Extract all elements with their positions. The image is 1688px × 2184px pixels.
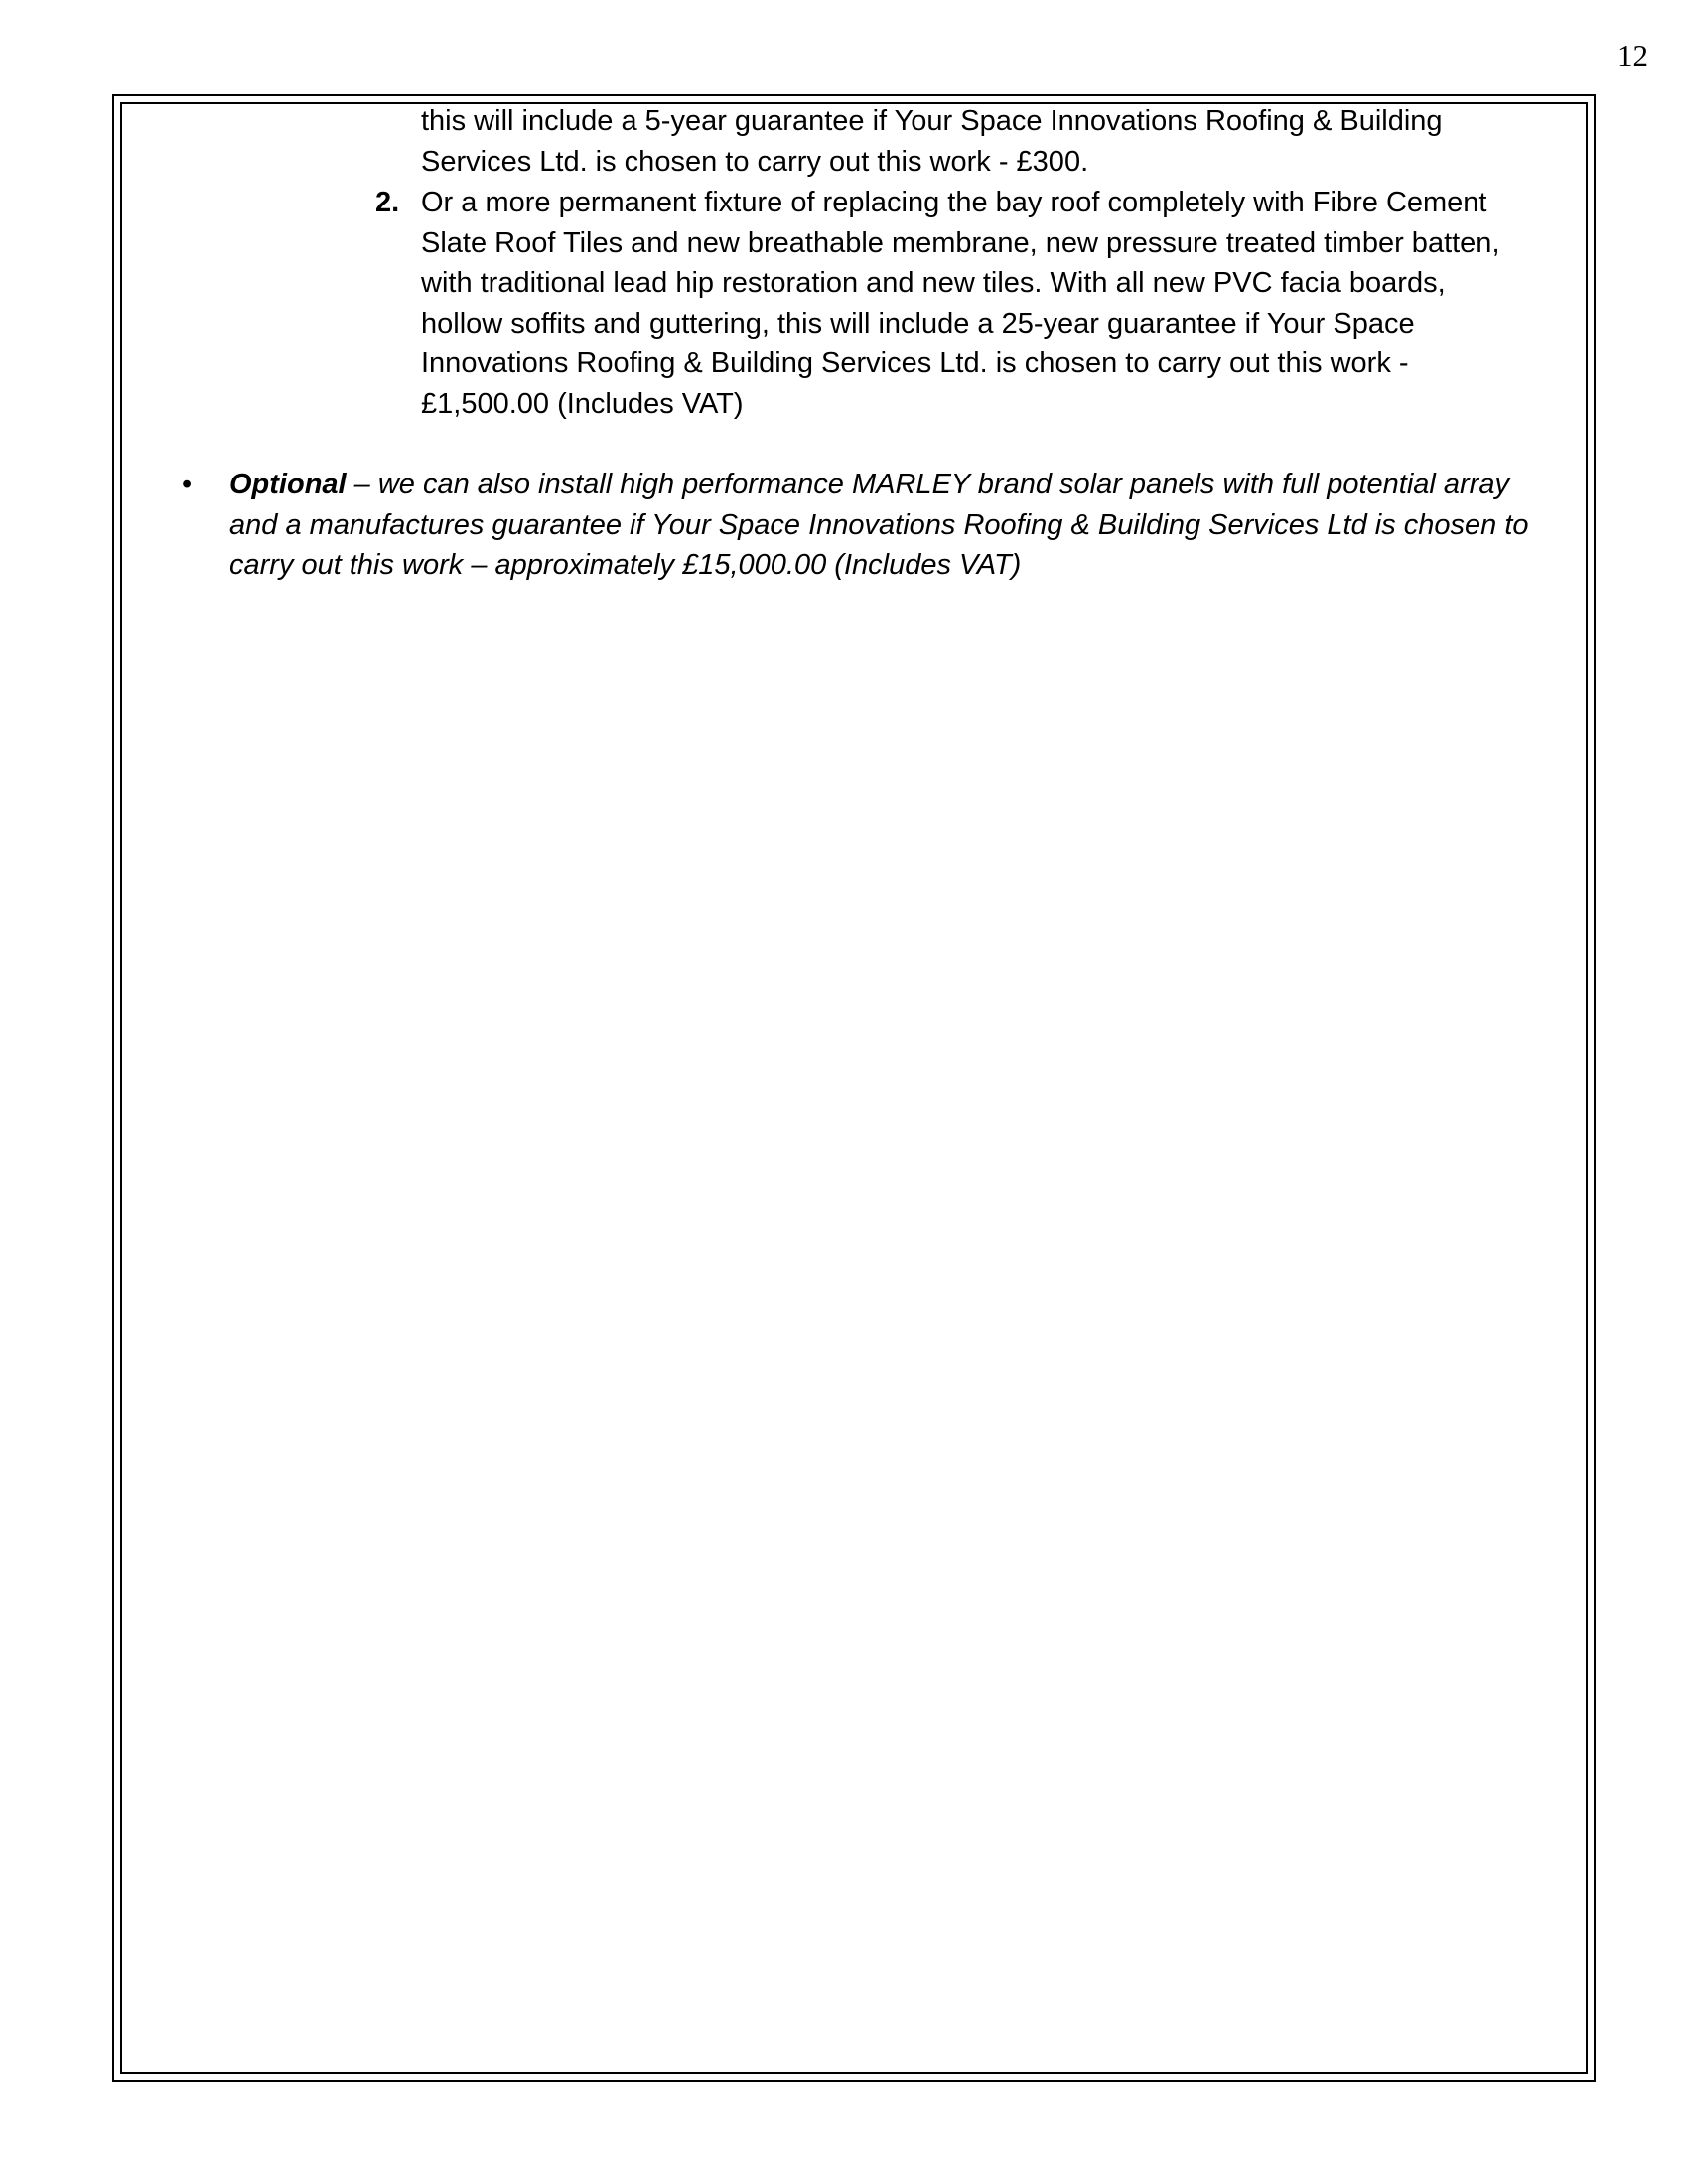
text-line: hollow soffits and guttering, this will include a 25-year guarantee if Your Space [421, 307, 1415, 340]
text-line: this will include a 5-year guarantee if Your Space Innovations Roofing & Building [421, 105, 1443, 137]
optional-paragraph [229, 465, 1570, 586]
text-line: Innovations Roofing & Building Services Ltd. is chosen to carry out this work - [421, 347, 1409, 379]
optional-line-1: – we can also install high performance MARLEY brand solar panels with full potential array [346, 469, 1509, 500]
text-line: Or a more permanent fixture of replacing the bay roof completely with Fibre Cement [421, 187, 1487, 218]
text-line: with traditional lead hip restoration and new tiles. With all new PVC facia boards, [421, 267, 1446, 299]
optional-heading: Optional [229, 469, 347, 500]
list-item-2-number: 2. [375, 187, 400, 218]
text-line: £1,500.00 (Includes VAT) [421, 387, 744, 420]
list-item-2 [421, 183, 1563, 424]
text-line: Services Ltd. is chosen to carry out this work - £300. [421, 145, 1089, 178]
list-item-1-continued [421, 101, 1563, 182]
text-line: carry out this work – approximately £15,000.00 (Includes VAT) [229, 549, 1022, 581]
bullet-icon: • [182, 469, 193, 500]
text-line: and a manufactures guarantee if Your Space Innovations Roofing & Building Services Ltd is chosen to [229, 508, 1529, 541]
text-line [229, 465, 1570, 505]
page-number: 12 [1618, 38, 1648, 72]
text-line: Slate Roof Tiles and new breathable membrane, new pressure treated timber batten, [421, 226, 1500, 259]
